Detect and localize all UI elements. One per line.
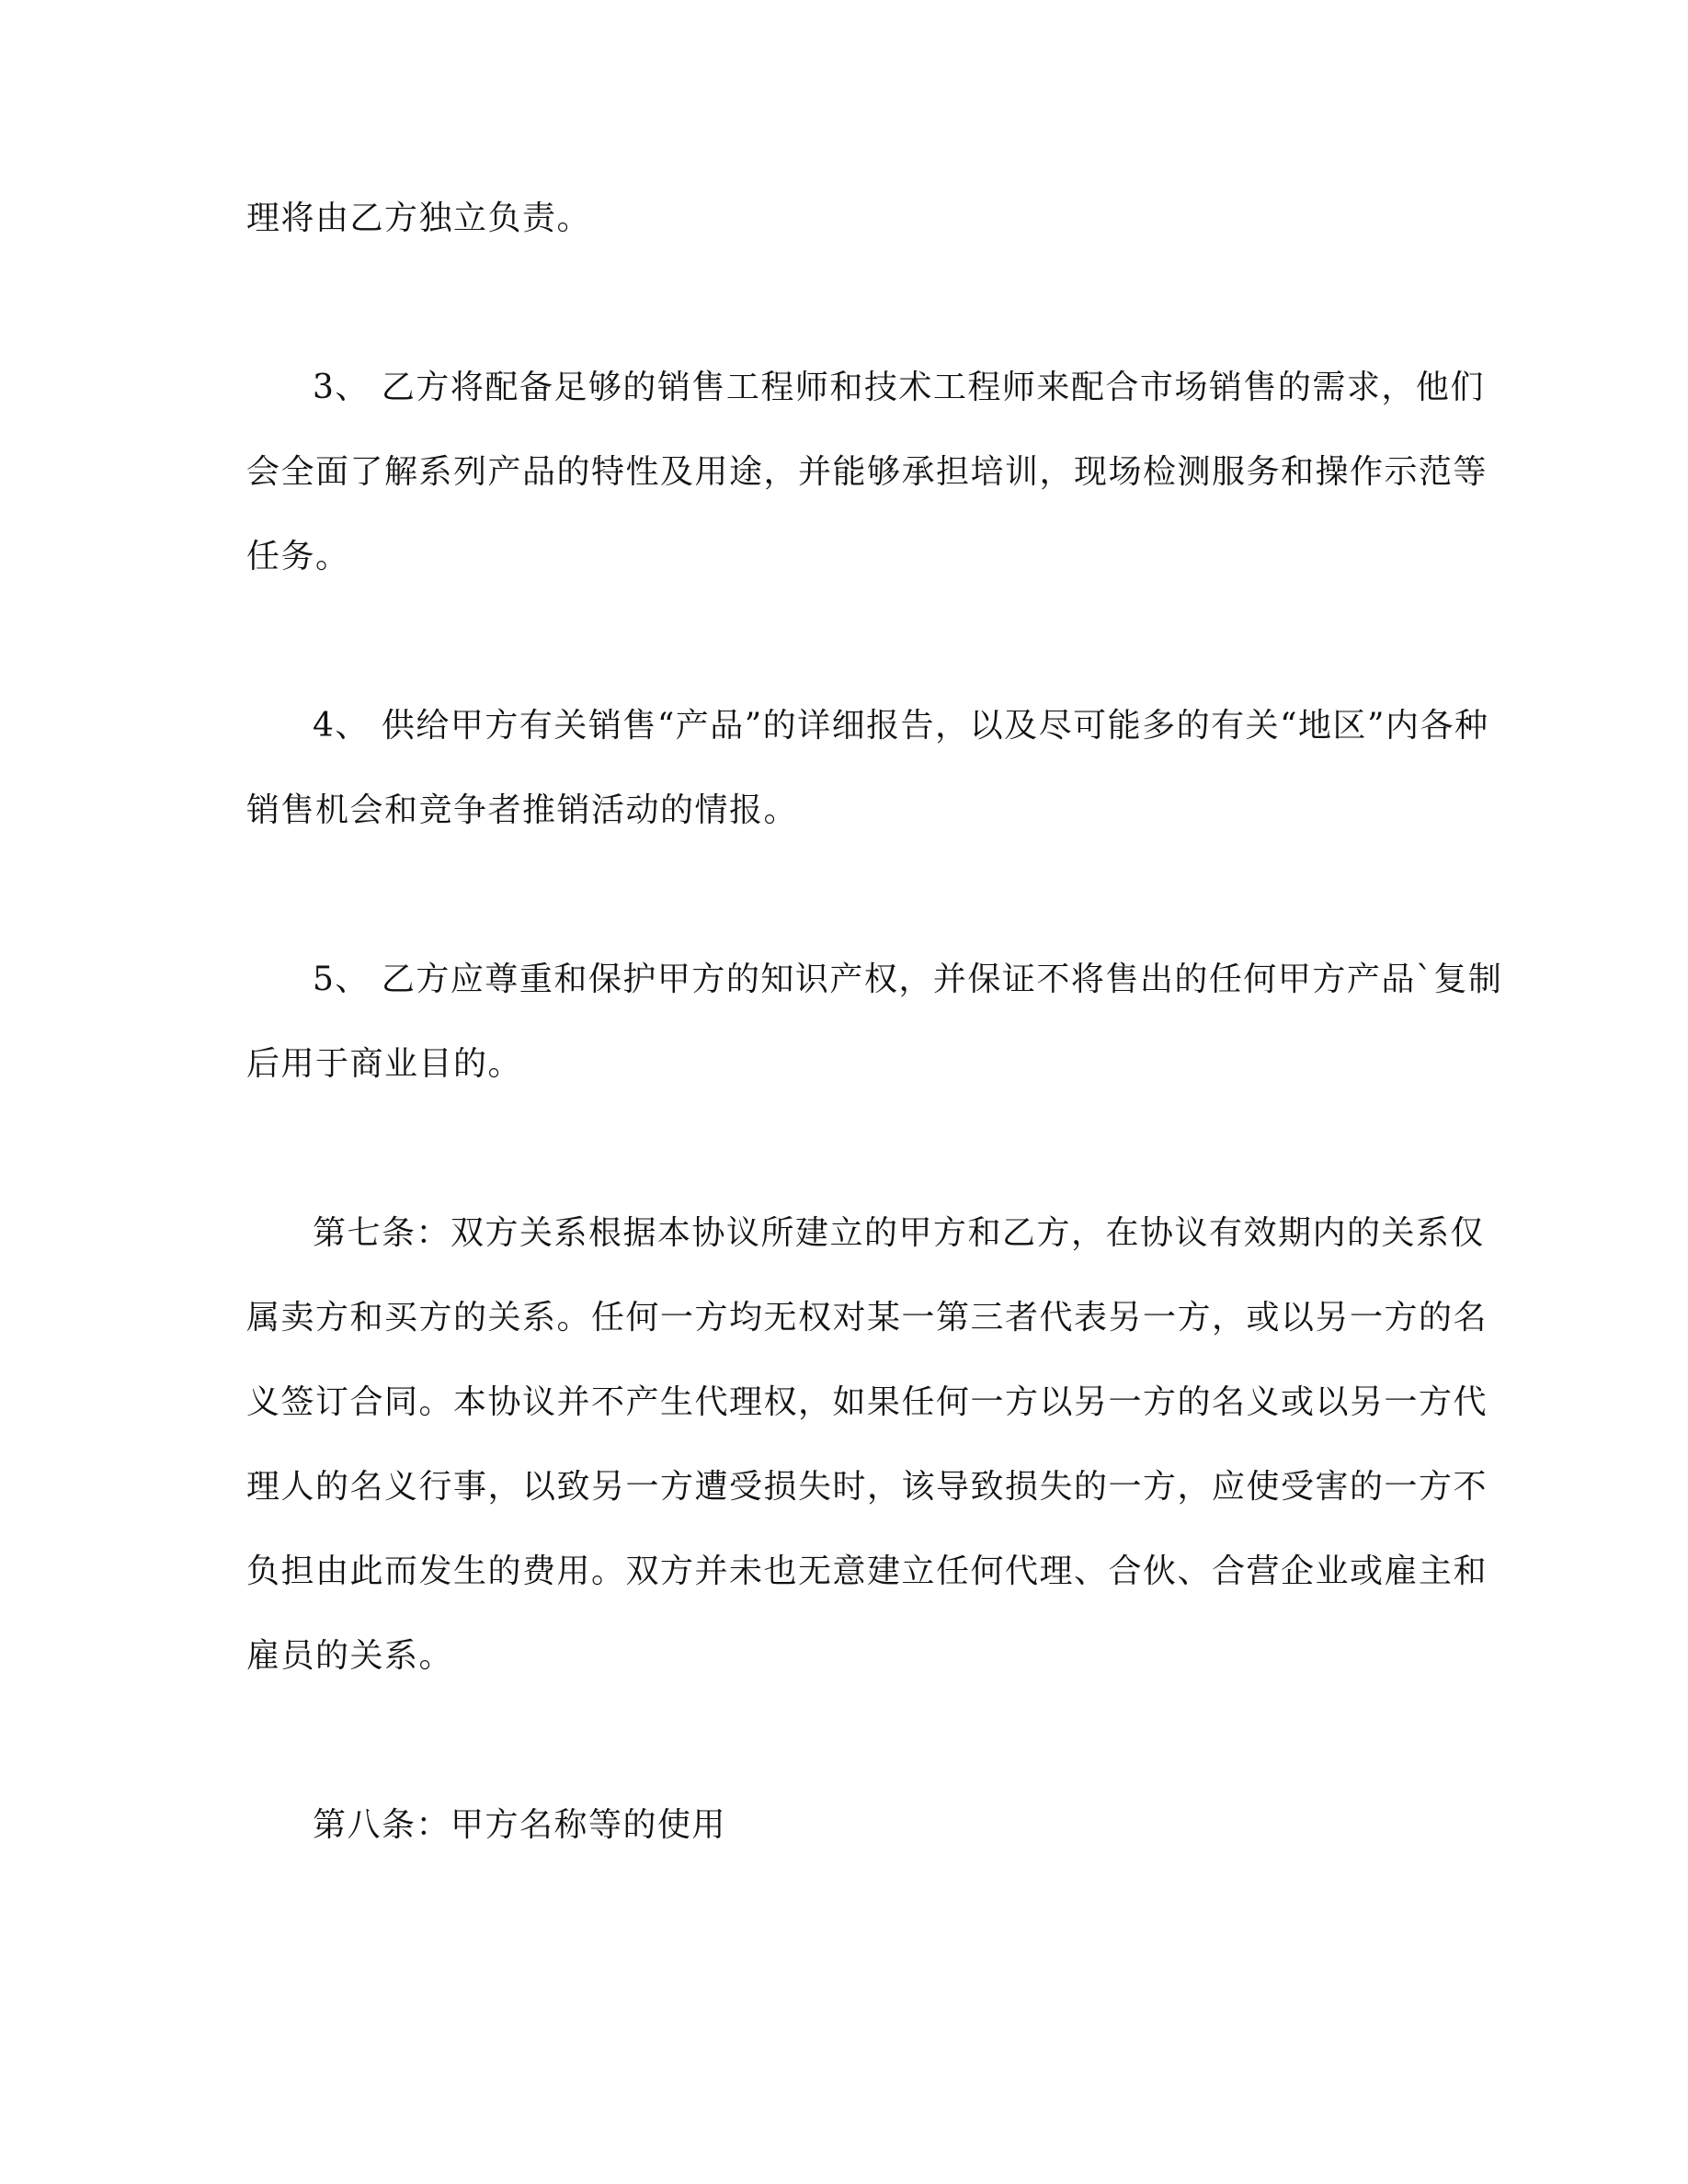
text-line: 义签订合同。本协议并不产生代理权，如果任何一方以另一方的名义或以另一方代	[246, 1383, 1488, 1421]
text-line: 雇员的关系。	[246, 1637, 454, 1675]
text-line: 属卖方和买方的关系。任何一方均无权对某一第三者代表另一方，或以另一方的名	[246, 1299, 1488, 1337]
text-line: 3、 乙方将配备足够的销售工程师和技术工程师来配合市场销售的需求，他们	[313, 369, 1485, 406]
text-line: 后用于商业目的。	[246, 1045, 523, 1083]
text-line: 会全面了解系列产品的特性及用途，并能够承担培训，现场检测服务和操作示范等	[246, 453, 1488, 491]
text-line: 5、 乙方应尊重和保护甲方的知识产权，并保证不将售出的任何甲方产品`复制	[313, 961, 1503, 998]
text-line: 负担由此而发生的费用。双方并未也无意建立任何代理、合伙、合营企业或雇主和	[246, 1553, 1488, 1590]
text-line: 第七条：双方关系根据本协议所建立的甲方和乙方，在协议有效期内的关系仅	[313, 1214, 1486, 1252]
section-heading: 第八条：甲方名称等的使用	[313, 1806, 727, 1844]
text-line: 销售机会和竞争者推销活动的情报。	[246, 791, 799, 829]
text-line: 4、 供给甲方有关销售“产品”的详细报告，以及尽可能多的有关“地区”内各种	[313, 707, 1489, 745]
text-line: 理将由乙方独立负责。	[246, 199, 592, 237]
text-line: 任务。	[246, 538, 350, 575]
text-line: 理人的名义行事，以致另一方遭受损失时，该导致损失的一方，应使受害的一方不	[246, 1468, 1488, 1506]
